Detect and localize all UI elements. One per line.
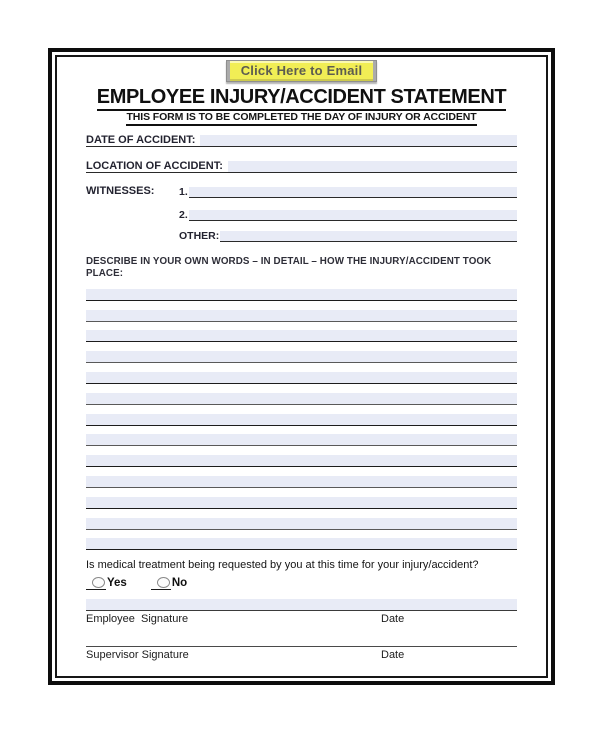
description-line[interactable] [86,509,517,530]
email-button-row [86,60,517,82]
form-subtitle: THIS FORM IS TO BE COMPLETED THE DAY OF INJURY OR ACCIDENT [86,111,517,124]
description-line[interactable] [86,280,517,301]
location-of-accident-row [86,159,517,173]
description-line[interactable] [86,405,517,426]
witness-other-row [179,228,517,242]
medical-treatment-question: Is medical treatment being requested by you at this time for your injury/accident? [86,559,479,572]
witnesses-rows [179,184,517,242]
witness-2-row [179,207,517,221]
witness-1-field[interactable] [189,187,517,198]
witness-other-field[interactable] [220,231,517,242]
radio-option-yes[interactable] [86,577,127,590]
description-lines [86,280,517,550]
description-line[interactable] [86,322,517,343]
describe-label: DESCRIBE IN YOUR OWN WORDS – IN DETAIL – HOW THE INJURY/ACCIDENT TOOK PLACE: [86,256,492,279]
radio-yes-underline [86,577,106,590]
form-title: EMPLOYEE INJURY/ACCIDENT STATEMENT [86,86,517,108]
location-of-accident-field[interactable] [228,161,517,172]
radio-yes-label: Yes [107,577,127,590]
supervisor-signature-labels [86,649,517,662]
date-of-accident-label: DATE OF ACCIDENT: [86,134,196,146]
witness-2-field[interactable] [189,210,517,221]
email-button[interactable]: Click Here to Email [226,60,378,82]
radio-option-no[interactable] [151,577,187,590]
supervisor-signature-label: Supervisor Signature [86,648,189,661]
signature-section [86,599,517,662]
radio-no-underline [151,577,171,590]
description-line[interactable] [86,488,517,509]
witnesses-section [86,184,517,242]
employee-signature-label: Employee Signature [86,612,189,625]
supervisor-date-label: Date [381,648,405,661]
description-line[interactable] [86,342,517,363]
radio-no-label: No [171,577,188,590]
witness-other-label: OTHER: [179,230,220,242]
witness-1-label: 1. [179,186,188,198]
employee-date-label: Date [381,612,405,625]
witnesses-label: WITNESSES: [86,185,155,197]
witness-1-row [179,184,517,198]
supervisor-signature-field[interactable] [86,643,517,647]
medical-treatment-options [86,574,517,590]
location-of-accident-label: LOCATION OF ACCIDENT: [86,160,223,172]
document-outer-border [48,48,555,685]
description-line[interactable] [86,301,517,322]
description-line[interactable] [86,384,517,405]
employee-signature-labels [86,613,517,626]
date-of-accident-row [86,133,517,147]
witness-2-label: 2. [179,209,188,221]
radio-yes-circle-icon[interactable] [92,577,105,588]
description-line[interactable] [86,446,517,467]
description-line[interactable] [86,530,517,551]
description-line[interactable] [86,467,517,488]
document-page [55,55,548,678]
date-of-accident-field[interactable] [200,135,517,146]
description-line[interactable] [86,363,517,384]
description-line[interactable] [86,426,517,447]
employee-signature-field[interactable] [86,599,517,611]
radio-no-circle-icon[interactable] [157,577,170,588]
